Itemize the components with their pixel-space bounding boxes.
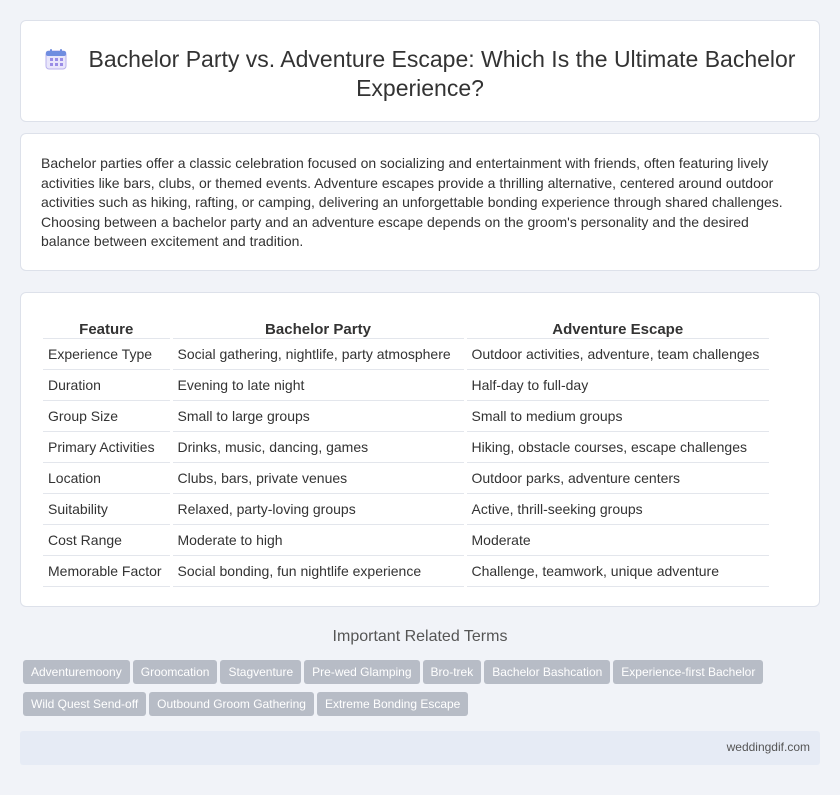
table-row xyxy=(43,338,769,369)
table-row xyxy=(43,369,769,400)
related-term-tag[interactable]: Experience-first Bachelor xyxy=(613,660,763,684)
adventure-escape-cell: Moderate xyxy=(465,524,769,555)
table-row xyxy=(43,493,769,524)
table-header-row xyxy=(43,315,769,338)
adventure-escape-cell: Outdoor activities, adventure, team challenges xyxy=(465,338,769,369)
feature-cell: Experience Type xyxy=(43,338,171,369)
page-title xyxy=(21,45,819,103)
adventure-escape-cell: Hiking, obstacle courses, escape challenges xyxy=(465,431,769,462)
adventure-escape-cell: Half-day to full-day xyxy=(465,369,769,400)
feature-cell: Cost Range xyxy=(43,524,171,555)
feature-cell: Suitability xyxy=(43,493,171,524)
footer-site[interactable]: weddingdif.com xyxy=(726,740,810,754)
page-title-text: Bachelor Party vs. Adventure Escape: Which Is the Ultimate Bachelor Experience? xyxy=(88,46,796,101)
bachelor-party-cell: Relaxed, party-loving groups xyxy=(171,493,465,524)
bachelor-party-cell: Clubs, bars, private venues xyxy=(171,462,465,493)
table-row xyxy=(43,431,769,462)
calendar-icon xyxy=(45,48,67,70)
bachelor-party-cell: Social gathering, nightlife, party atmosphere xyxy=(171,338,465,369)
bachelor-party-cell: Moderate to high xyxy=(171,524,465,555)
header-feature: Feature xyxy=(43,315,171,338)
bachelor-party-cell: Social bonding, fun nightlife experience xyxy=(171,555,465,586)
feature-cell: Duration xyxy=(43,369,171,400)
related-term-tag[interactable]: Stagventure xyxy=(220,660,301,684)
related-term-tag[interactable]: Groomcation xyxy=(133,660,218,684)
intro-paragraph: Bachelor parties offer a classic celebration focused on socializing and entertainment with friends, often featuring lively activities like bars, clubs, or themed events. Adventure escapes provide a thrilling alternative, centered around outdoor activities such as hiking, rafting, or camping, delivering an unforgettable bonding experience through shared challenges. Choosing between a bachelor party and an adventure escape depends on the groom's personality and the desired balance between excitement and tradition. xyxy=(41,155,783,250)
title-card xyxy=(20,20,820,122)
related-term-tag[interactable]: Adventuremoony xyxy=(23,660,130,684)
table-row xyxy=(43,524,769,555)
header-adventure-escape: Adventure Escape xyxy=(465,315,769,338)
adventure-escape-cell: Active, thrill-seeking groups xyxy=(465,493,769,524)
related-terms-list xyxy=(23,660,793,724)
feature-cell: Location xyxy=(43,462,171,493)
intro-card xyxy=(20,133,820,271)
related-term-tag[interactable]: Extreme Bonding Escape xyxy=(317,692,468,716)
footer xyxy=(20,731,820,765)
bachelor-party-cell: Drinks, music, dancing, games xyxy=(171,431,465,462)
bachelor-party-cell: Evening to late night xyxy=(171,369,465,400)
related-term-tag[interactable]: Outbound Groom Gathering xyxy=(149,692,314,716)
adventure-escape-cell: Outdoor parks, adventure centers xyxy=(465,462,769,493)
table-row xyxy=(43,462,769,493)
table-row xyxy=(43,555,769,586)
comparison-card xyxy=(20,292,820,607)
adventure-escape-cell: Challenge, teamwork, unique adventure xyxy=(465,555,769,586)
comparison-table xyxy=(43,315,769,587)
related-terms-heading: Important Related Terms xyxy=(332,628,508,645)
table-row xyxy=(43,400,769,431)
related-term-tag[interactable]: Pre-wed Glamping xyxy=(304,660,419,684)
header-bachelor-party: Bachelor Party xyxy=(171,315,465,338)
related-term-tag[interactable]: Bachelor Bashcation xyxy=(484,660,610,684)
feature-cell: Group Size xyxy=(43,400,171,431)
related-term-tag[interactable]: Wild Quest Send-off xyxy=(23,692,146,716)
adventure-escape-cell: Small to medium groups xyxy=(465,400,769,431)
feature-cell: Primary Activities xyxy=(43,431,171,462)
feature-cell: Memorable Factor xyxy=(43,555,171,586)
related-term-tag[interactable]: Bro-trek xyxy=(423,660,482,684)
bachelor-party-cell: Small to large groups xyxy=(171,400,465,431)
